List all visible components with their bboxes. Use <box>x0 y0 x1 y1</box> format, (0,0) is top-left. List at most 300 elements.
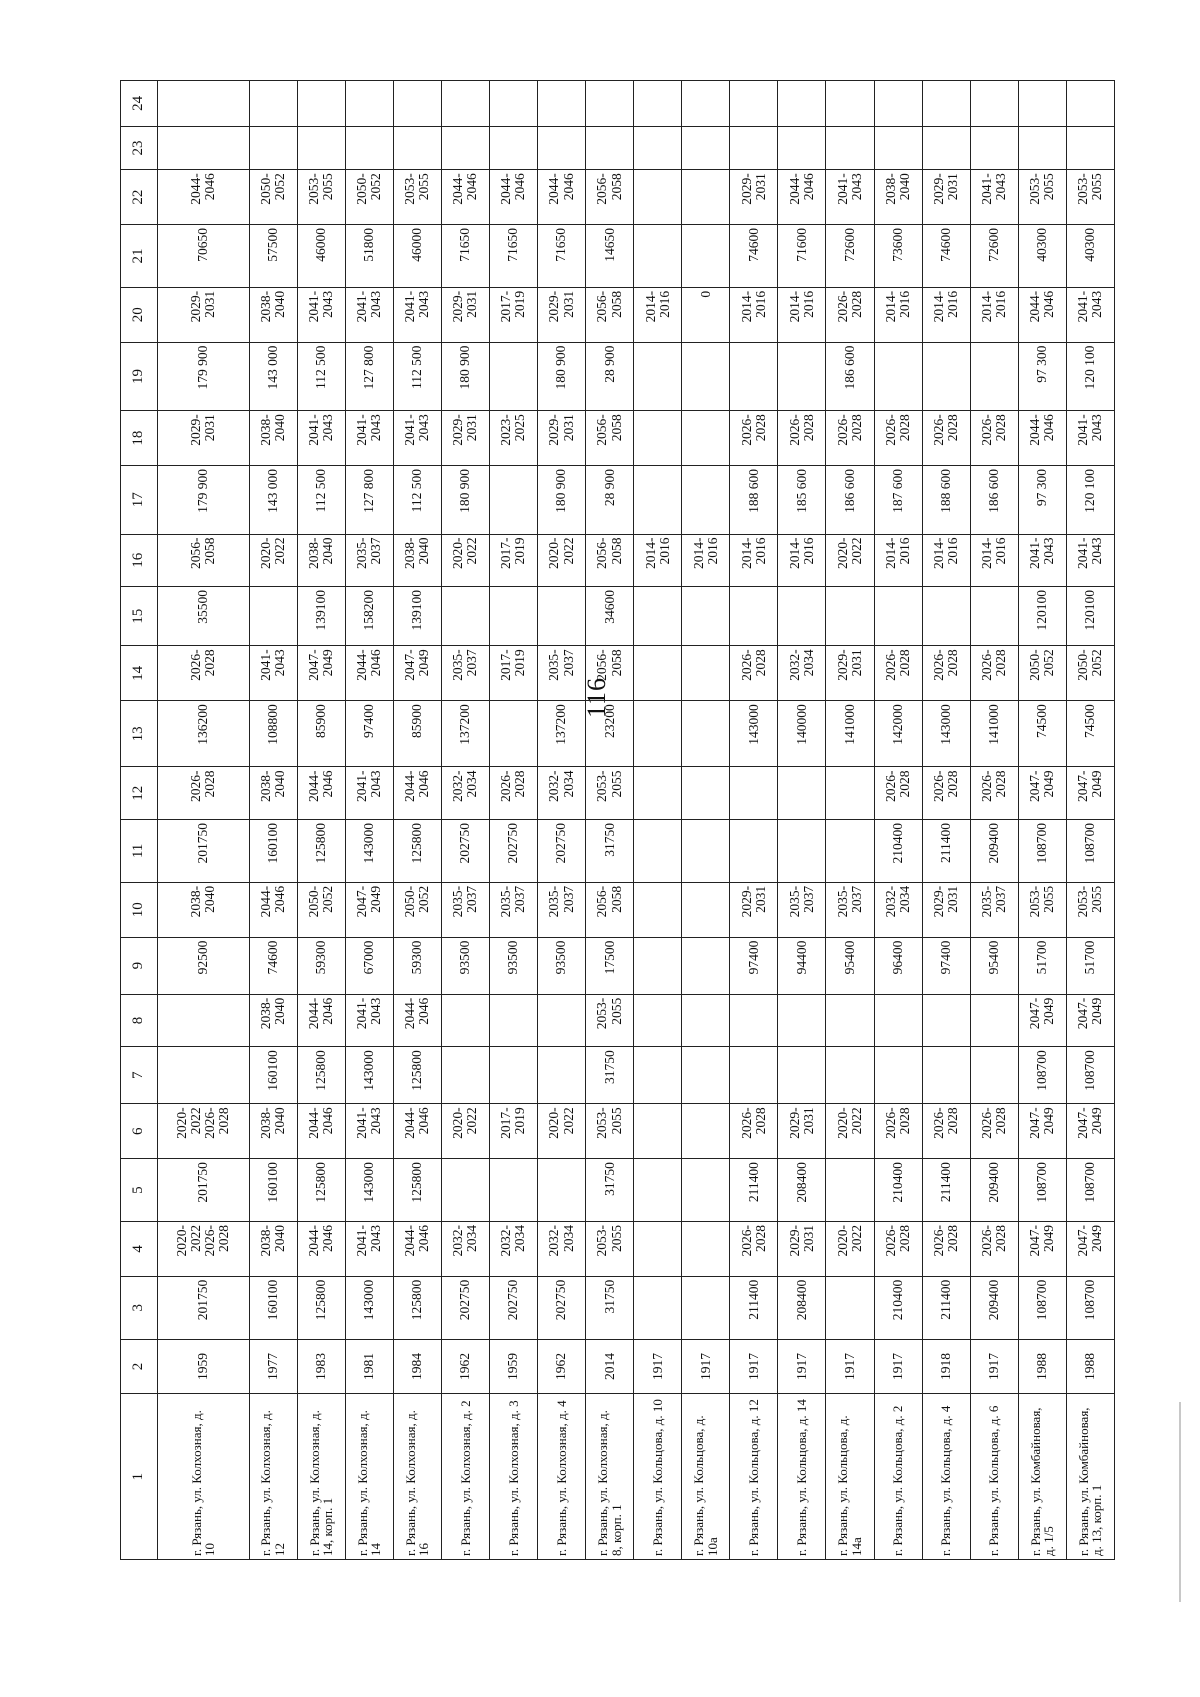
cost-cell <box>682 820 730 883</box>
cost-cell <box>778 820 826 883</box>
period-cell <box>441 81 489 127</box>
period-cell: 2026- 2028 <box>922 646 970 701</box>
period-cell: 2014- 2016 <box>970 287 1018 342</box>
address-cell: г. Рязань, ул. Колхозная, д. 3 <box>489 1394 537 1560</box>
period-cell: 2035- 2037 <box>489 882 537 937</box>
period-cell: 2029- 2031 <box>730 882 778 937</box>
column-header-17: 17 <box>121 466 158 535</box>
period-cell <box>682 81 730 127</box>
cost-cell: 180 900 <box>441 342 489 411</box>
cost-cell: 108700 <box>1066 1276 1114 1339</box>
table-row <box>489 81 537 1560</box>
period-cell: 2026- 2028 <box>158 646 250 701</box>
table-row <box>826 81 874 1560</box>
cost-cell: 201750 <box>158 820 250 883</box>
cost-cell: 208400 <box>778 1276 826 1339</box>
period-cell: 2035- 2037 <box>826 882 874 937</box>
cost-cell <box>538 1159 586 1222</box>
cost-cell: 125800 <box>393 820 441 883</box>
period-cell: 2044- 2046 <box>1018 411 1066 466</box>
cost-cell: 46000 <box>297 225 345 288</box>
period-cell: 2056- 2058 <box>586 882 634 937</box>
period-cell <box>682 767 730 820</box>
period-cell <box>682 646 730 701</box>
cost-cell <box>489 587 537 646</box>
cost-cell <box>970 342 1018 411</box>
period-cell <box>158 81 250 127</box>
period-cell: 2044- 2046 <box>538 170 586 225</box>
period-cell: 2014- 2016 <box>634 287 682 342</box>
column-header-19: 19 <box>121 342 158 411</box>
cost-cell: 180 900 <box>538 342 586 411</box>
cost-cell <box>634 937 682 994</box>
period-cell: 2047- 2049 <box>393 646 441 701</box>
period-cell <box>682 882 730 937</box>
cost-cell <box>634 225 682 288</box>
column-header-9: 9 <box>121 937 158 994</box>
period-cell <box>922 81 970 127</box>
period-cell: 2029- 2031 <box>826 646 874 701</box>
period-cell: 2044- 2046 <box>249 882 297 937</box>
cost-cell: 143000 <box>345 1047 393 1104</box>
period-cell: 2029- 2031 <box>922 170 970 225</box>
cost-cell: 72600 <box>970 225 1018 288</box>
cost-cell: 31750 <box>586 1047 634 1104</box>
cost-cell: 71650 <box>441 225 489 288</box>
period-cell: 2041- 2043 <box>1066 534 1114 587</box>
period-cell: 2029- 2031 <box>730 170 778 225</box>
cost-cell: 158200 <box>345 587 393 646</box>
cost-cell <box>682 1276 730 1339</box>
period-cell: 2053- 2055 <box>586 994 634 1047</box>
column-header-15: 15 <box>121 587 158 646</box>
period-cell <box>778 81 826 127</box>
period-cell: 2056- 2058 <box>586 170 634 225</box>
column-header-11: 11 <box>121 820 158 883</box>
cost-cell: 97 300 <box>1018 466 1066 535</box>
data-table <box>120 80 1115 1560</box>
cost-cell <box>826 820 874 883</box>
period-cell <box>297 81 345 127</box>
build-year-cell: 1984 <box>393 1339 441 1394</box>
period-cell: 2020- 2022 <box>441 1104 489 1159</box>
period-cell: 2056- 2058 <box>586 646 634 701</box>
period-cell <box>826 767 874 820</box>
column-header-13: 13 <box>121 701 158 767</box>
address-cell: г. Рязань, ул. Колхозная, д. 2 <box>441 1394 489 1560</box>
column-header-6: 6 <box>121 1104 158 1159</box>
period-cell: 2041- 2043 <box>1018 534 1066 587</box>
column-header-18: 18 <box>121 411 158 466</box>
cost-cell <box>682 701 730 767</box>
cost-cell: 108700 <box>1066 1159 1114 1222</box>
period-cell: 2026- 2028 <box>874 1221 922 1276</box>
cost-cell: 40300 <box>1018 225 1066 288</box>
page-number: 116 <box>582 676 611 718</box>
period-cell: 2035- 2037 <box>538 882 586 937</box>
cost-cell: 74500 <box>1018 701 1066 767</box>
cost-cell <box>730 587 778 646</box>
column-header-20: 20 <box>121 287 158 342</box>
period-cell: 2026- 2028 <box>874 1104 922 1159</box>
cost-cell: 186 600 <box>970 466 1018 535</box>
period-cell: 2041- 2043 <box>345 411 393 466</box>
cost-cell: 209400 <box>970 1159 1018 1222</box>
period-cell <box>682 126 730 169</box>
column-header-16: 16 <box>121 534 158 587</box>
period-cell: 0 <box>682 287 730 342</box>
cost-cell <box>634 1159 682 1222</box>
column-header-12: 12 <box>121 767 158 820</box>
period-cell: 2029- 2031 <box>441 287 489 342</box>
period-cell: 2047- 2049 <box>1066 767 1114 820</box>
period-cell: 2041- 2043 <box>1066 287 1114 342</box>
cost-cell <box>778 1047 826 1104</box>
cost-cell: 96400 <box>874 937 922 994</box>
cost-cell: 179 900 <box>158 466 250 535</box>
period-cell: 2020- 2022 <box>538 534 586 587</box>
period-cell <box>634 767 682 820</box>
cost-cell <box>634 1047 682 1104</box>
table-row <box>730 81 778 1560</box>
cost-cell: 46000 <box>393 225 441 288</box>
cost-cell: 127 800 <box>345 342 393 411</box>
column-header-2: 2 <box>121 1339 158 1394</box>
cost-cell <box>441 1047 489 1104</box>
cost-cell: 208400 <box>778 1159 826 1222</box>
cost-cell <box>634 466 682 535</box>
cost-cell: 143000 <box>345 820 393 883</box>
cost-cell <box>489 466 537 535</box>
period-cell: 2020- 2022 <box>441 534 489 587</box>
period-cell <box>634 170 682 225</box>
build-year-cell: 1917 <box>730 1339 778 1394</box>
cost-cell: 180 900 <box>538 466 586 535</box>
cost-cell: 108700 <box>1018 1276 1066 1339</box>
period-cell: 2041- 2043 <box>345 1221 393 1276</box>
period-cell: 2026- 2028 <box>826 287 874 342</box>
address-cell: г. Рязань, ул. Кольцова, д. 4 <box>922 1394 970 1560</box>
address-cell: г. Рязань, ул. Кольцова, д. 2 <box>874 1394 922 1560</box>
period-cell <box>682 411 730 466</box>
period-cell: 2026- 2028 <box>922 1104 970 1159</box>
build-year-cell: 1983 <box>297 1339 345 1394</box>
period-cell: 2026- 2028 <box>730 1221 778 1276</box>
cost-cell <box>158 1047 250 1104</box>
build-year-cell: 1917 <box>826 1339 874 1394</box>
period-cell: 2026- 2028 <box>874 646 922 701</box>
cost-cell: 143000 <box>345 1159 393 1222</box>
cost-cell: 127 800 <box>345 466 393 535</box>
period-cell <box>393 81 441 127</box>
cost-cell: 125800 <box>297 1047 345 1104</box>
table-row <box>922 81 970 1560</box>
cost-cell: 31750 <box>586 1276 634 1339</box>
address-cell: г. Рязань, ул. Кольцова, д. 12 <box>730 1394 778 1560</box>
address-cell: г. Рязань, ул. Колхозная, д. 10 <box>158 1394 250 1560</box>
cost-cell: 211400 <box>730 1159 778 1222</box>
period-cell: 2047- 2049 <box>1018 994 1066 1047</box>
period-cell: 2020- 2022 <box>249 534 297 587</box>
period-cell: 2041- 2043 <box>297 287 345 342</box>
cost-cell: 74600 <box>730 225 778 288</box>
cost-cell: 57500 <box>249 225 297 288</box>
build-year-cell: 1917 <box>970 1339 1018 1394</box>
build-year-cell: 1977 <box>249 1339 297 1394</box>
cost-cell: 40300 <box>1066 225 1114 288</box>
period-cell: 2029- 2031 <box>538 287 586 342</box>
period-cell: 2032- 2034 <box>874 882 922 937</box>
period-cell: 2050- 2052 <box>297 882 345 937</box>
cost-cell: 74500 <box>1066 701 1114 767</box>
cost-cell <box>634 342 682 411</box>
cost-cell <box>634 587 682 646</box>
period-cell <box>778 994 826 1047</box>
cost-cell: 143 000 <box>249 466 297 535</box>
scan-edge-line <box>1179 1402 1181 1602</box>
cost-cell: 71650 <box>538 225 586 288</box>
cost-cell: 120 100 <box>1066 342 1114 411</box>
cost-cell: 108700 <box>1018 820 1066 883</box>
period-cell: 2044- 2046 <box>393 1221 441 1276</box>
column-header-23: 23 <box>121 126 158 169</box>
period-cell: 2014- 2016 <box>874 287 922 342</box>
period-cell: 2056- 2058 <box>586 411 634 466</box>
period-cell <box>538 126 586 169</box>
cost-cell: 85900 <box>297 701 345 767</box>
cost-cell <box>874 1047 922 1104</box>
cost-cell: 94400 <box>778 937 826 994</box>
period-cell: 2032- 2034 <box>441 1221 489 1276</box>
column-header-4: 4 <box>121 1221 158 1276</box>
column-header-8: 8 <box>121 994 158 1047</box>
table-row <box>634 81 682 1560</box>
cost-cell: 210400 <box>874 1276 922 1339</box>
period-cell: 2044- 2046 <box>393 994 441 1047</box>
cost-cell: 160100 <box>249 820 297 883</box>
period-cell: 2038- 2040 <box>297 534 345 587</box>
period-cell: 2041- 2043 <box>249 646 297 701</box>
period-cell <box>441 126 489 169</box>
cost-cell: 93500 <box>441 937 489 994</box>
period-cell: 2017- 2019 <box>489 646 537 701</box>
cost-cell: 160100 <box>249 1047 297 1104</box>
cost-cell <box>489 1047 537 1104</box>
period-cell: 2053- 2055 <box>1018 882 1066 937</box>
period-cell: 2026- 2028 <box>970 1104 1018 1159</box>
period-cell: 2026- 2028 <box>874 411 922 466</box>
cost-cell: 97400 <box>922 937 970 994</box>
period-cell: 2035- 2037 <box>441 882 489 937</box>
cost-cell: 74600 <box>922 225 970 288</box>
cost-cell: 137200 <box>538 701 586 767</box>
cost-cell: 125800 <box>297 1276 345 1339</box>
cost-cell: 160100 <box>249 1276 297 1339</box>
cost-cell: 31750 <box>586 1159 634 1222</box>
period-cell: 2026- 2028 <box>922 767 970 820</box>
period-cell: 2029- 2031 <box>158 411 250 466</box>
period-cell: 2041- 2043 <box>970 170 1018 225</box>
period-cell <box>682 1104 730 1159</box>
period-cell: 2029- 2031 <box>922 882 970 937</box>
period-cell: 2035- 2037 <box>970 882 1018 937</box>
cost-cell: 201750 <box>158 1276 250 1339</box>
column-header-21: 21 <box>121 225 158 288</box>
cost-cell <box>922 342 970 411</box>
period-cell: 2044- 2046 <box>489 170 537 225</box>
period-cell <box>970 126 1018 169</box>
cost-cell <box>634 820 682 883</box>
address-cell: г. Рязань, ул. Колхозная, д. 14 <box>345 1394 393 1560</box>
period-cell: 2038- 2040 <box>158 882 250 937</box>
table-body <box>158 81 1115 1560</box>
cost-cell: 211400 <box>730 1276 778 1339</box>
cost-cell <box>826 1276 874 1339</box>
period-cell <box>489 126 537 169</box>
cost-cell: 112 500 <box>297 342 345 411</box>
cost-cell <box>682 225 730 288</box>
period-cell <box>393 126 441 169</box>
cost-cell: 34600 <box>586 587 634 646</box>
period-cell: 2035- 2037 <box>345 534 393 587</box>
period-cell: 2017- 2019 <box>489 287 537 342</box>
cost-cell: 14650 <box>586 225 634 288</box>
period-cell: 2044- 2046 <box>297 994 345 1047</box>
period-cell: 2014- 2016 <box>730 534 778 587</box>
build-year-cell: 1988 <box>1018 1339 1066 1394</box>
period-cell: 2026- 2028 <box>489 767 537 820</box>
build-year-cell: 1962 <box>441 1339 489 1394</box>
period-cell: 2053- 2055 <box>586 1104 634 1159</box>
cost-cell: 97400 <box>345 701 393 767</box>
cost-cell: 108700 <box>1066 1047 1114 1104</box>
cost-cell <box>874 587 922 646</box>
period-cell: 2053- 2055 <box>1066 882 1114 937</box>
period-cell <box>345 126 393 169</box>
address-cell: г. Рязань, ул. Кольцова, д. 10 <box>634 1394 682 1560</box>
cost-cell: 202750 <box>538 1276 586 1339</box>
cost-cell: 188 600 <box>730 466 778 535</box>
cost-cell: 185 600 <box>778 466 826 535</box>
table-row <box>682 81 730 1560</box>
column-header-1: 1 <box>121 1394 158 1560</box>
cost-cell <box>682 1047 730 1104</box>
cost-cell: 35500 <box>158 587 250 646</box>
period-cell <box>538 994 586 1047</box>
period-cell <box>778 767 826 820</box>
cost-cell: 186 600 <box>826 342 874 411</box>
cost-cell: 211400 <box>922 1276 970 1339</box>
cost-cell <box>922 587 970 646</box>
build-year-cell: 1962 <box>538 1339 586 1394</box>
period-cell: 2020- 2022 <box>538 1104 586 1159</box>
period-cell <box>1018 81 1066 127</box>
period-cell: 2053- 2055 <box>1066 170 1114 225</box>
period-cell: 2047- 2049 <box>1066 1221 1114 1276</box>
period-cell: 2029- 2031 <box>778 1104 826 1159</box>
period-cell: 2056- 2058 <box>158 534 250 587</box>
cost-cell <box>874 342 922 411</box>
period-cell: 2035- 2037 <box>538 646 586 701</box>
period-cell: 2050- 2052 <box>1066 646 1114 701</box>
period-cell: 2044- 2046 <box>778 170 826 225</box>
period-cell: 2056- 2058 <box>586 534 634 587</box>
build-year-cell: 1918 <box>922 1339 970 1394</box>
cost-cell: 51800 <box>345 225 393 288</box>
period-cell: 2029- 2031 <box>158 287 250 342</box>
cost-cell: 202750 <box>441 1276 489 1339</box>
period-cell: 2014- 2016 <box>778 287 826 342</box>
cost-cell: 140000 <box>778 701 826 767</box>
period-cell: 2026- 2028 <box>730 411 778 466</box>
period-cell: 2044- 2046 <box>297 1104 345 1159</box>
cost-cell: 51700 <box>1018 937 1066 994</box>
cost-cell: 23200 <box>586 701 634 767</box>
period-cell <box>345 81 393 127</box>
cost-cell: 97400 <box>730 937 778 994</box>
cost-cell <box>441 1159 489 1222</box>
cost-cell: 125800 <box>393 1159 441 1222</box>
cost-cell: 180 900 <box>441 466 489 535</box>
period-cell <box>970 994 1018 1047</box>
cost-cell <box>682 587 730 646</box>
cost-cell: 202750 <box>489 820 537 883</box>
period-cell: 2029- 2031 <box>538 411 586 466</box>
period-cell: 2017- 2019 <box>489 534 537 587</box>
cost-cell <box>538 587 586 646</box>
period-cell: 2032- 2034 <box>489 1221 537 1276</box>
period-cell <box>297 126 345 169</box>
cost-cell <box>826 1047 874 1104</box>
period-cell: 2038- 2040 <box>393 534 441 587</box>
cost-cell: 31750 <box>586 820 634 883</box>
period-cell: 2053- 2055 <box>586 767 634 820</box>
cost-cell: 70650 <box>158 225 250 288</box>
address-cell: г. Рязань, ул. Колхозная, д. 12 <box>249 1394 297 1560</box>
cost-cell: 71650 <box>489 225 537 288</box>
period-cell <box>1018 126 1066 169</box>
cost-cell: 28 900 <box>586 466 634 535</box>
period-cell: 2038- 2040 <box>249 1104 297 1159</box>
table-row <box>345 81 393 1560</box>
cost-cell: 136200 <box>158 701 250 767</box>
period-cell: 2014- 2016 <box>682 534 730 587</box>
period-cell <box>634 1221 682 1276</box>
cost-cell <box>970 587 1018 646</box>
period-cell <box>634 411 682 466</box>
period-cell: 2053- 2055 <box>1018 170 1066 225</box>
address-cell: г. Рязань, ул. Комбайновая, д. 1/5 <box>1018 1394 1066 1560</box>
address-cell: г. Рязань, ул. Колхозная, д. 14, корп. 1 <box>297 1394 345 1560</box>
period-cell: 2014- 2016 <box>970 534 1018 587</box>
cost-cell <box>489 342 537 411</box>
build-year-cell: 1988 <box>1066 1339 1114 1394</box>
cost-cell: 143000 <box>730 701 778 767</box>
period-cell <box>441 994 489 1047</box>
cost-cell <box>682 342 730 411</box>
cost-cell <box>634 1276 682 1339</box>
period-cell: 2014- 2016 <box>874 534 922 587</box>
period-cell: 2014- 2016 <box>922 287 970 342</box>
header-row <box>121 81 158 1560</box>
cost-cell <box>538 1047 586 1104</box>
cost-cell: 211400 <box>922 1159 970 1222</box>
cost-cell: 186 600 <box>826 466 874 535</box>
period-cell: 2044- 2046 <box>441 170 489 225</box>
cost-cell <box>682 937 730 994</box>
column-header-10: 10 <box>121 882 158 937</box>
cost-cell: 59300 <box>297 937 345 994</box>
